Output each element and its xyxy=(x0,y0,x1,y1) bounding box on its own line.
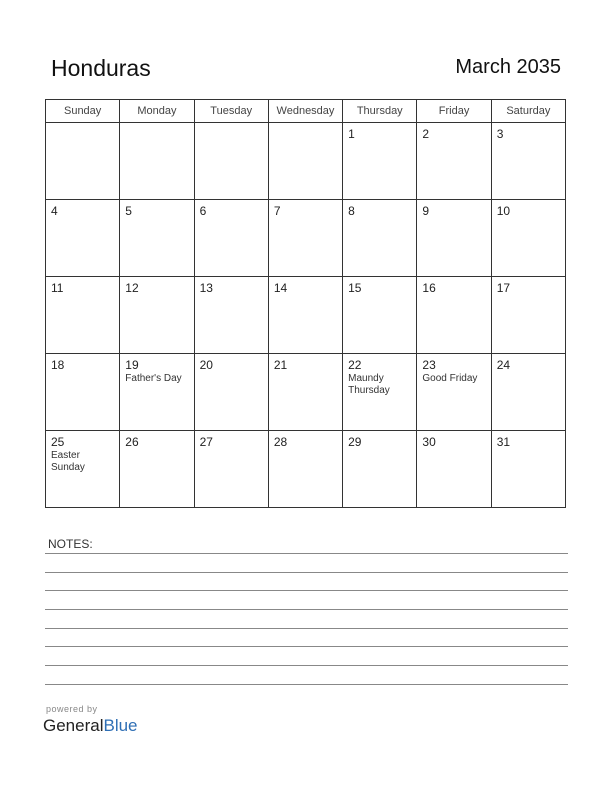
day-number: 18 xyxy=(51,358,65,372)
holiday-label: Father's Day xyxy=(125,373,182,384)
day-cell xyxy=(46,354,120,431)
day-cell xyxy=(343,354,417,431)
day-cell xyxy=(268,277,342,354)
day-number: 24 xyxy=(496,358,511,372)
day-number: 27 xyxy=(199,435,213,449)
day-number: 12 xyxy=(125,281,139,295)
day-cell xyxy=(120,354,194,431)
day-number: 8 xyxy=(348,204,355,218)
weekday-header: Thursday xyxy=(343,100,417,123)
day-number: 7 xyxy=(273,204,281,218)
day-cell xyxy=(491,354,565,431)
day-cell xyxy=(46,431,120,508)
week-row xyxy=(46,277,566,354)
day-cell xyxy=(120,123,194,200)
note-line xyxy=(45,684,568,685)
day-cell xyxy=(46,123,120,200)
day-number: 29 xyxy=(348,435,362,449)
day-cell xyxy=(343,277,417,354)
weekday-header: Wednesday xyxy=(268,100,342,123)
day-number: 10 xyxy=(496,204,511,218)
month-title: March 2035 xyxy=(455,56,561,78)
day-cell xyxy=(491,123,565,200)
powered-by-text: powered by xyxy=(46,704,98,714)
day-number: 3 xyxy=(496,127,504,141)
day-cell xyxy=(194,431,268,508)
country-title: Honduras xyxy=(51,55,151,81)
note-line xyxy=(45,590,568,591)
day-number: 15 xyxy=(348,281,362,295)
day-number: 13 xyxy=(199,281,213,295)
weekday-header: Friday xyxy=(417,100,491,123)
week-row xyxy=(46,123,566,200)
week-row xyxy=(46,354,566,431)
note-line xyxy=(45,572,568,573)
day-number: 19 xyxy=(125,358,139,372)
weekday-header: Tuesday xyxy=(194,100,268,123)
weekday-header: Monday xyxy=(120,100,194,123)
day-number: 6 xyxy=(199,204,207,218)
day-cell xyxy=(417,431,491,508)
day-number: 14 xyxy=(273,281,288,295)
day-number: 26 xyxy=(125,435,139,449)
day-number: 17 xyxy=(496,281,511,295)
weekday-header: Saturday xyxy=(491,100,565,123)
generalblue-logo xyxy=(43,716,138,736)
day-number: 23 xyxy=(422,358,436,372)
day-number: 5 xyxy=(125,204,132,218)
note-line xyxy=(45,628,568,629)
day-cell xyxy=(491,200,565,277)
brand-blue-text: Blue xyxy=(103,716,138,735)
weekday-header-row xyxy=(46,100,566,123)
day-number: 30 xyxy=(422,435,436,449)
day-number: 21 xyxy=(273,358,288,372)
holiday-label: Easter Sunday xyxy=(51,450,85,473)
day-cell xyxy=(417,200,491,277)
day-cell xyxy=(417,354,491,431)
day-cell xyxy=(491,431,565,508)
day-number: 11 xyxy=(51,281,64,295)
day-number: 4 xyxy=(51,204,58,218)
day-cell xyxy=(194,123,268,200)
day-cell xyxy=(268,200,342,277)
day-number: 25 xyxy=(51,435,65,449)
day-cell xyxy=(120,431,194,508)
day-cell xyxy=(417,123,491,200)
calendar-grid xyxy=(45,99,566,508)
day-cell xyxy=(194,354,268,431)
note-line xyxy=(45,609,568,610)
day-number: 2 xyxy=(422,127,430,141)
note-line xyxy=(45,553,568,554)
day-number: 28 xyxy=(273,435,288,449)
day-number: 9 xyxy=(422,204,430,218)
day-number: 31 xyxy=(496,435,511,449)
holiday-label: Maundy Thursday xyxy=(348,373,390,396)
brand-general-text: General xyxy=(43,716,104,735)
day-cell xyxy=(194,277,268,354)
day-cell xyxy=(491,277,565,354)
day-cell xyxy=(120,200,194,277)
day-cell xyxy=(417,277,491,354)
holiday-label: Good Friday xyxy=(422,373,478,384)
day-cell xyxy=(46,200,120,277)
day-number: 22 xyxy=(348,358,362,372)
day-cell xyxy=(268,354,342,431)
day-number: 16 xyxy=(422,281,436,295)
day-number: 20 xyxy=(199,358,213,372)
day-cell xyxy=(343,200,417,277)
day-cell xyxy=(343,123,417,200)
note-line xyxy=(45,665,568,666)
day-cell xyxy=(268,123,342,200)
week-row xyxy=(46,431,566,508)
note-line xyxy=(45,646,568,647)
day-cell xyxy=(120,277,194,354)
day-cell xyxy=(194,200,268,277)
weekday-header: Sunday xyxy=(46,100,120,123)
week-row xyxy=(46,200,566,277)
day-cell xyxy=(268,431,342,508)
notes-label: NOTES: xyxy=(48,537,93,551)
day-cell xyxy=(46,277,120,354)
day-cell xyxy=(343,431,417,508)
day-number: 1 xyxy=(348,127,355,141)
